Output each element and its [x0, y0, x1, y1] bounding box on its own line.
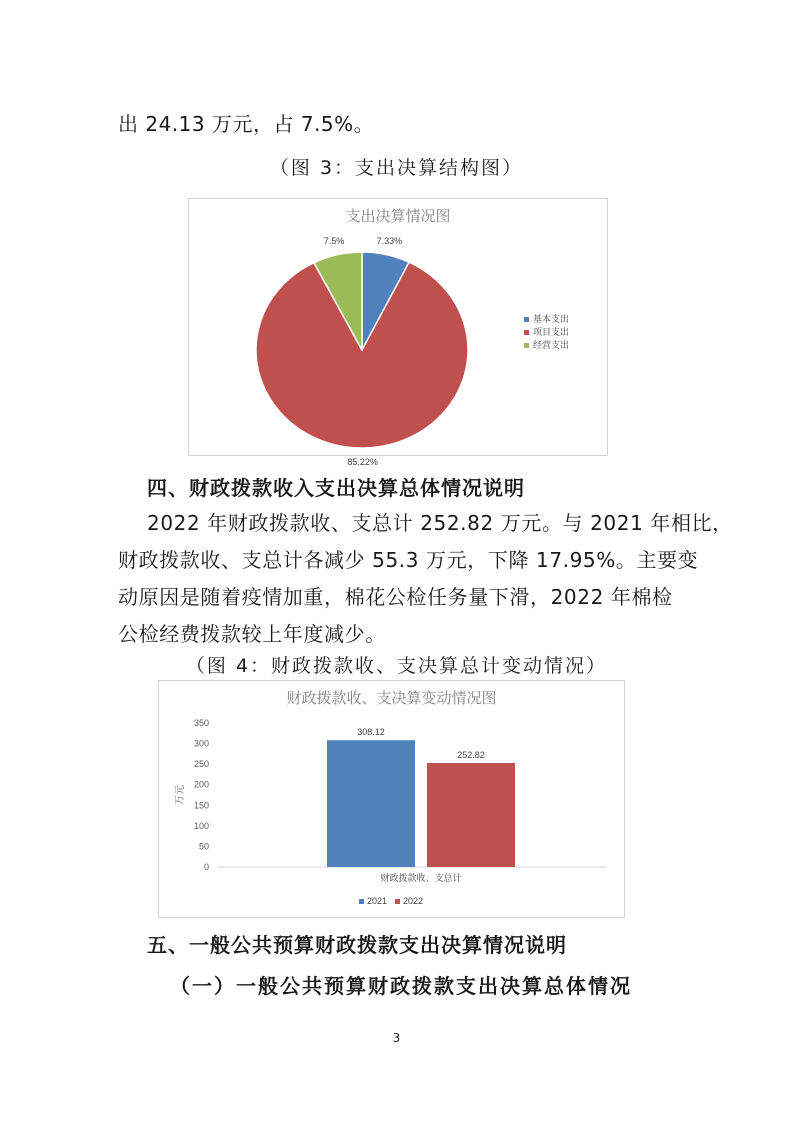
y-tick-label: 300: [193, 738, 209, 749]
bar: [427, 763, 515, 867]
section-4-paragraph: [118, 505, 733, 653]
legend-label: 2021: [367, 896, 388, 906]
figure-3-chart: [188, 198, 608, 467]
section-4-heading: 四、财政拨款收入支出决算总体情况说明: [147, 476, 525, 500]
figure-3-caption: （图 3：支出决算结构图）: [269, 157, 524, 179]
legend-label: 经营支出: [533, 340, 570, 350]
legend-swatch: [359, 899, 364, 904]
section-5-subheading: （一）一般公共预算财政拨款支出决算总体情况: [170, 974, 632, 998]
y-tick-label: 250: [193, 759, 209, 770]
figure-4-chart: [158, 680, 625, 918]
pie-data-label: 85.22%: [347, 456, 378, 467]
legend-swatch: [395, 899, 400, 904]
y-axis-label: 万元: [175, 785, 186, 805]
paragraph-line: 财政拨款收、支总计各减少 55.3 万元，下降 17.95%。主要变: [118, 548, 699, 572]
pie-data-label: 7.5%: [323, 236, 345, 247]
pie-chart-svg: [189, 199, 607, 467]
paragraph-line: 2022 年财政拨款收、支总计 252.82 万元。与 2021 年相比，: [147, 511, 733, 535]
bar-data-label: 308.12: [357, 727, 385, 738]
bar: [327, 740, 415, 867]
y-tick-label: 50: [198, 841, 209, 852]
y-tick-label: 100: [193, 820, 209, 831]
chart-title: 支出决算情况图: [345, 207, 451, 225]
y-tick-label: 200: [193, 779, 209, 790]
y-tick-label: 0: [203, 862, 209, 872]
figure-4-caption: （图 4：财政拨款收、支决算总计变动情况）: [185, 655, 608, 677]
paragraph-line: 动原因是随着疫情加重，棉花公检任务量下滑，2022 年棉检: [118, 585, 673, 609]
legend-label: 项目支出: [533, 327, 570, 337]
legend-label: 基本支出: [533, 314, 570, 324]
paragraph-line: 公检经费拨款较上年度减少。: [118, 622, 386, 646]
x-category-label: 财政拨款收、支总计: [380, 873, 462, 883]
legend-label: 2022: [403, 896, 424, 906]
continued-text-line: 出 24.13 万元，占 7.5%。: [118, 112, 375, 136]
page-number: 3: [392, 1031, 401, 1045]
section-5-heading: 五、一般公共预算财政拨款支出决算情况说明: [147, 933, 567, 957]
chart-title: 财政拨款收、支决算变动情况图: [286, 689, 497, 707]
legend-swatch: [524, 330, 529, 335]
pie-data-label: 7.33%: [376, 235, 403, 246]
legend-swatch: [524, 317, 529, 322]
y-tick-label: 350: [193, 718, 209, 728]
y-tick-label: 150: [193, 800, 209, 811]
bar-chart-svg: [159, 681, 624, 917]
bar-data-label: 252.82: [457, 749, 485, 760]
legend-swatch: [524, 343, 529, 348]
